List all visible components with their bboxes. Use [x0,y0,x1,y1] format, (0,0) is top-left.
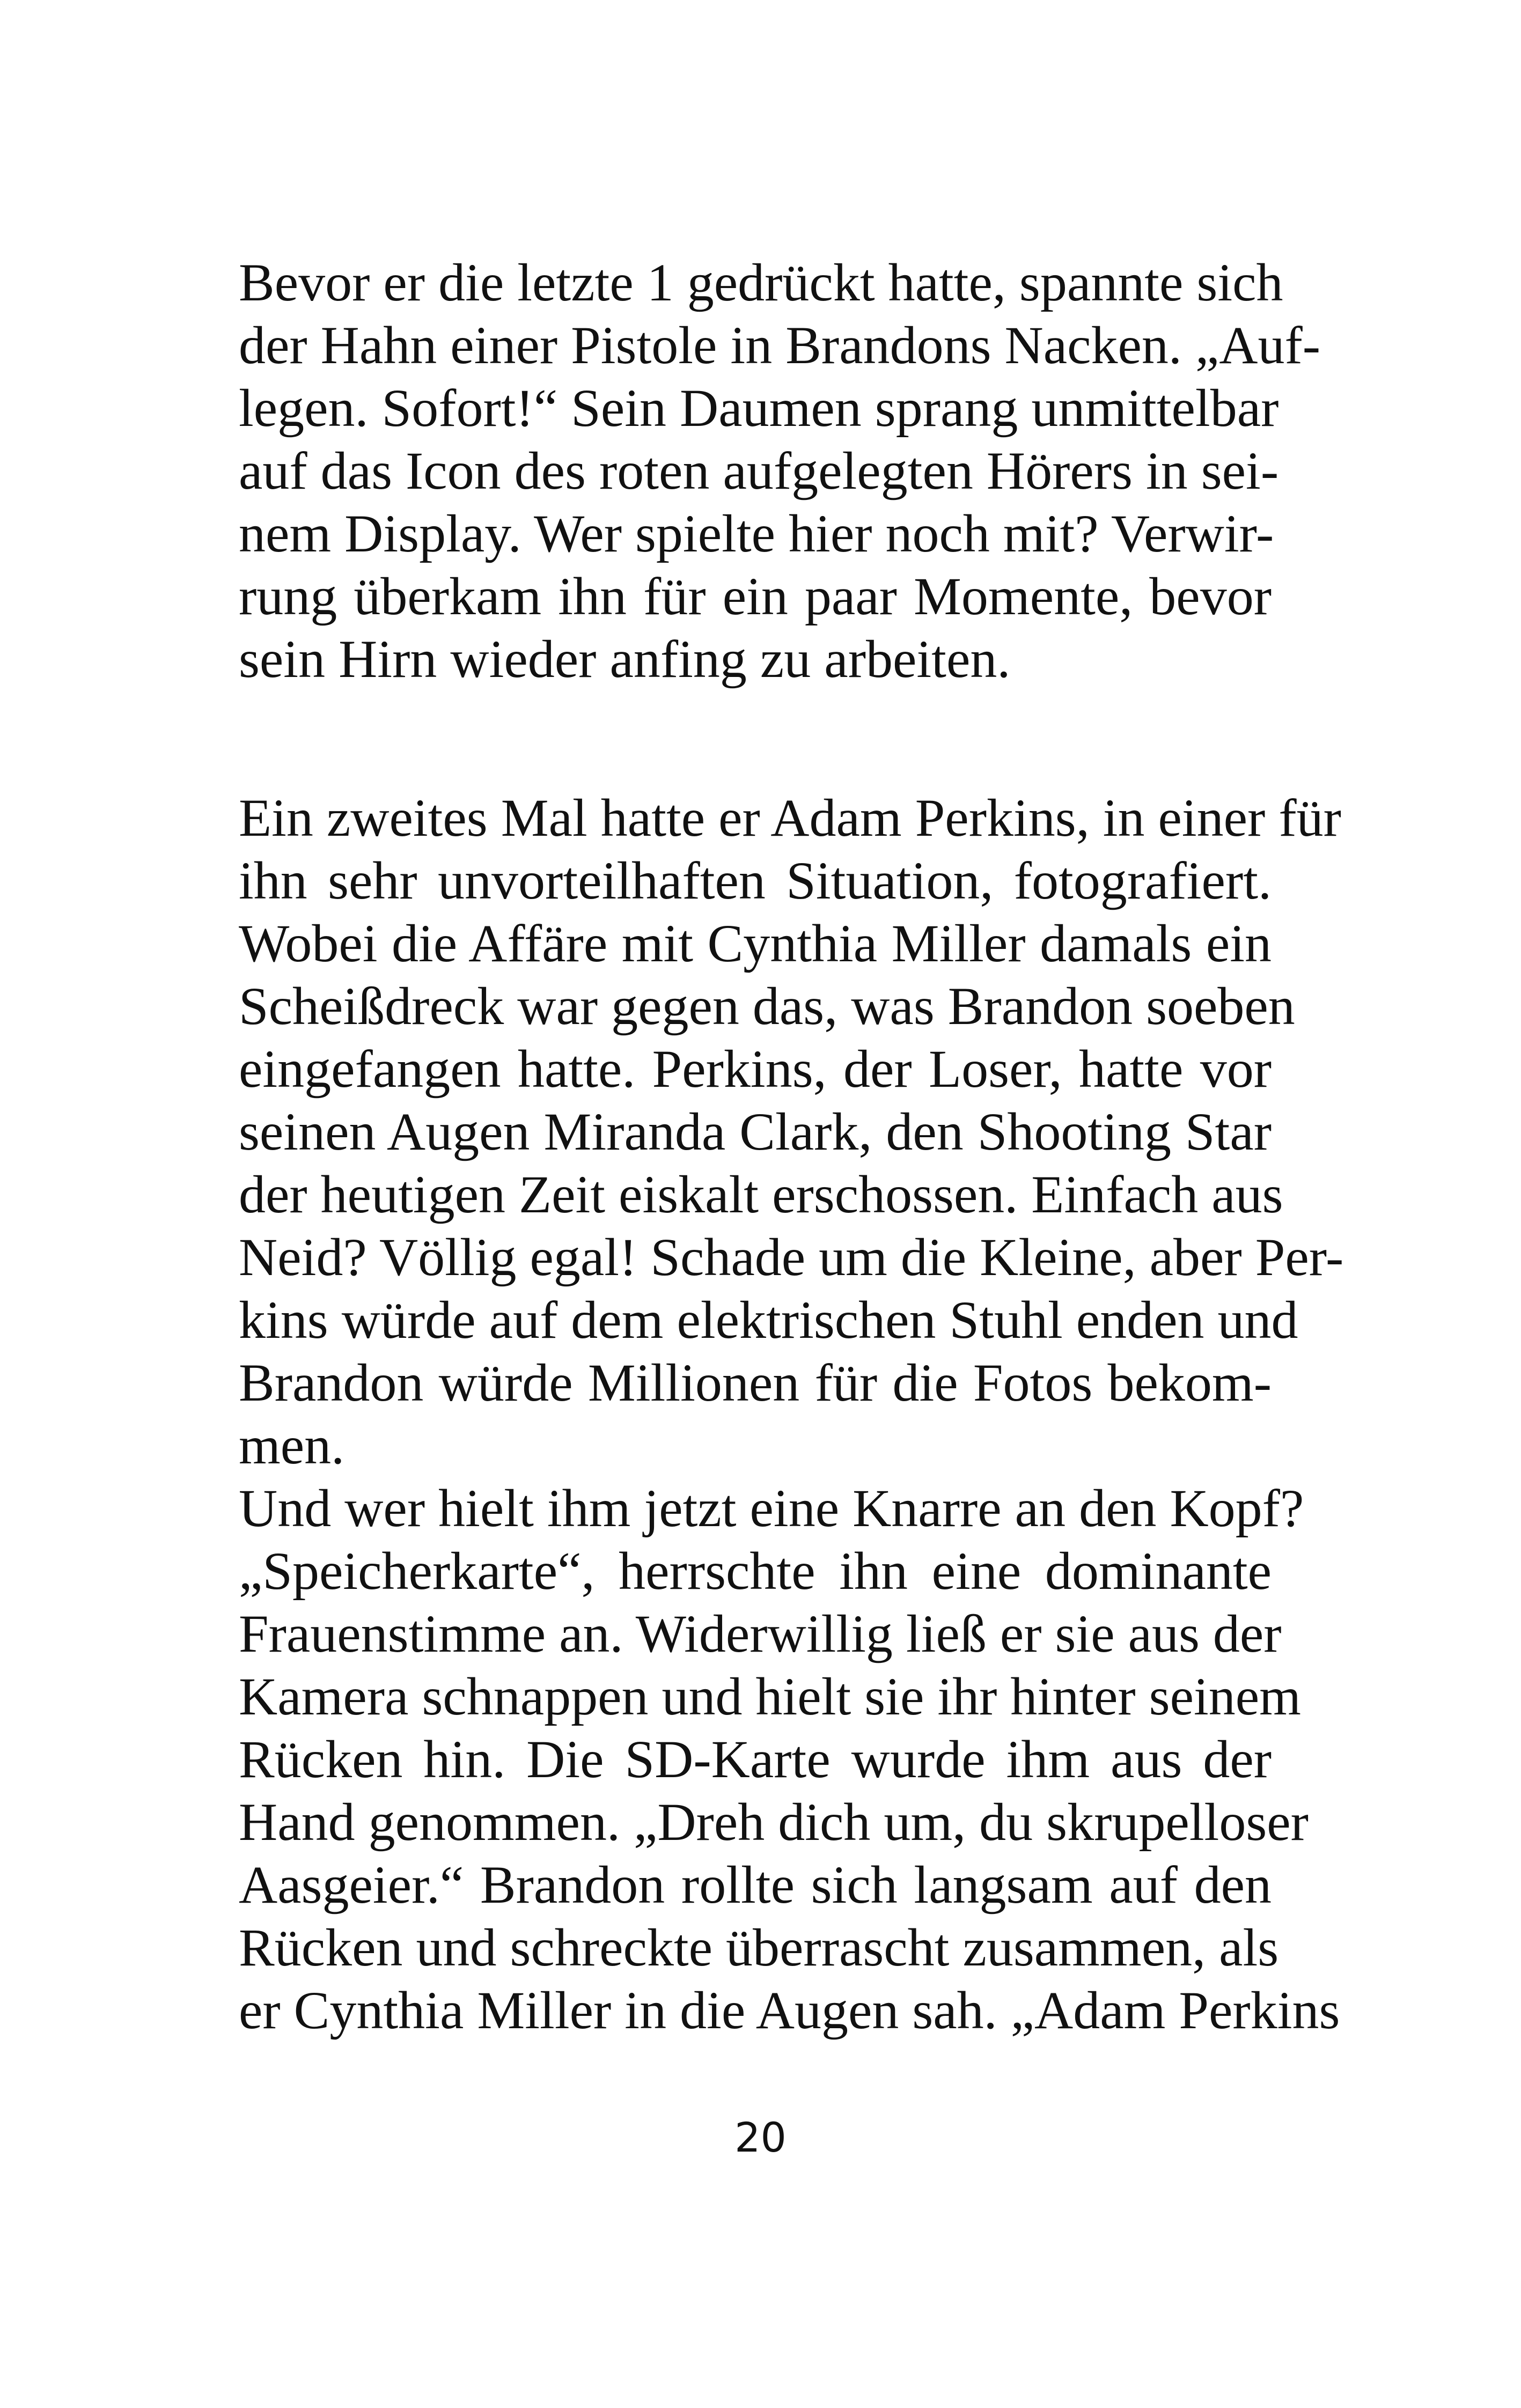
text-line: Kamera schnappen und hielt sie ihr hinter seinem [239,1667,1301,1726]
text-line: Rücken hin. Die SD-Karte wurde ihm aus der [239,1729,1272,1789]
text-line: Rücken und schreckte überrascht zusammen, als [239,1918,1279,1977]
text-line: der heutigen Zeit eiskalt erschossen. Einfach aus [239,1165,1283,1224]
text-line: Neid? Völlig egal! Schade um die Kleine, aber Per- [239,1227,1344,1287]
text-line: Hand genommen. „Dreh dich um, du skrupelloser [239,1792,1309,1852]
text-line: Aasgeier.“ Brandon rollte sich langsam auf den [239,1855,1272,1914]
text-line: seinen Augen Miranda Clark, den Shooting Star [239,1102,1272,1161]
text-line: auf das Icon des roten aufgelegten Hörers in sei- [239,441,1279,500]
text-line: Brandon würde Millionen für die Fotos bekom- [239,1353,1272,1412]
text-line: men. [239,1416,345,1475]
text-line: legen. Sofort!“ Sein Daumen sprang unmittelbar [239,378,1279,438]
text-line: der Hahn einer Pistole in Brandons Nacken. „Auf- [239,315,1321,375]
text-line: Und wer hielt ihm jetzt eine Knarre an den Kopf? [239,1478,1304,1538]
text-line: Scheißdreck war gegen das, was Brandon soeben [239,976,1295,1036]
text-line: Wobei die Affäre mit Cynthia Miller damals ein [239,914,1272,973]
text-line: „Speicherkarte“, herrschte ihn eine dominante [239,1541,1272,1601]
text-line: sein Hirn wieder anfing zu arbeiten. [239,629,1011,689]
text-line: rung überkam ihn für ein paar Momente, bevor [239,566,1272,626]
text-line: kins würde auf dem elektrischen Stuhl enden und [239,1290,1298,1350]
text-line: ihn sehr unvorteilhaften Situation, fotografiert. [239,851,1272,910]
text-line: Bevor er die letzte 1 gedrückt hatte, spannte sich [239,253,1283,312]
text-line: Ein zweites Mal hatte er Adam Perkins, in einer für [239,788,1341,848]
text-line: eingefangen hatte. Perkins, der Loser, hatte vor [239,1039,1272,1099]
text-line: nem Display. Wer spielte hier noch mit? Verwir- [239,504,1274,563]
paragraph-2 [239,786,1344,2042]
text-line: Frauenstimme an. Widerwillig ließ er sie aus der [239,1604,1282,1663]
text-line: er Cynthia Miller in die Augen sah. „Adam Perkins [239,1980,1340,2040]
page-number: 20 [734,2114,787,2161]
paragraph-1 [239,251,1321,690]
